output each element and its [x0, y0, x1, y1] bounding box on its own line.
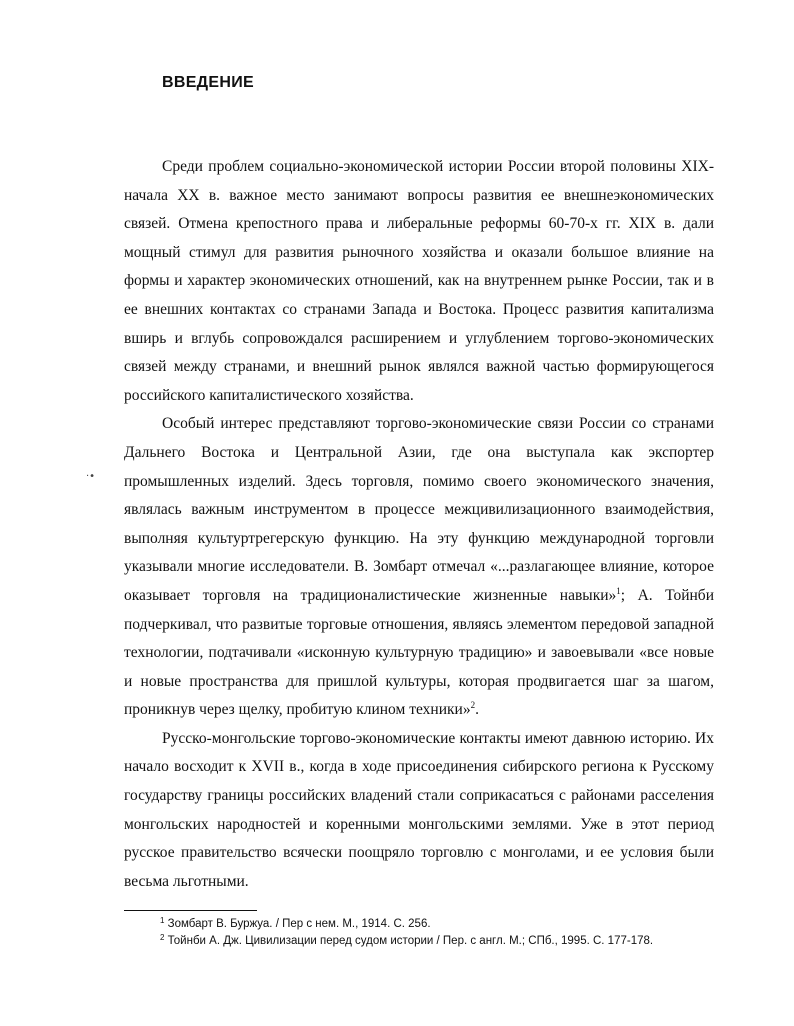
paragraph-2-part-a: Особый интерес представляют торгово-экономические связи России со странами Дальнего Востока и Центральной Азии, где она выступала как экспортер промышленных изделий. Здесь торговля, помимо своего экономического значения, являлась важным инструментом в процессе межцивилизационного взаимодействия, выполняя культуртрегерскую функцию. На эту функцию международной торговли указывали многие исследователи. В. Зомбарт отмечал «...разлагающее влияние, которое оказывает торговля на традиционалистические жизненные навыки» — [124, 415, 714, 604]
footnote-ref-1[interactable]: 1 — [616, 585, 621, 596]
footnote-divider — [124, 910, 257, 911]
body-text — [124, 153, 714, 896]
footnote-2 — [160, 933, 740, 950]
footnote-1 — [160, 916, 740, 933]
footnote-text: Зомбарт В. Буржуа. / Пер с нем. М., 1914. С. 256. — [167, 918, 431, 930]
footnote-text: Тойнби А. Дж. Цивилизации перед судом истории / Пер. с англ. М.; СПб., 1995. С. 177-178. — [167, 935, 654, 947]
paragraph-3: Русско-монгольские торгово-экономические контакты имеют давнюю историю. Их начало восходит к XVII в., когда в ходе присоединения сибирского региона к Русскому государству границы российских владений стали соприкасаться с районами расселения монгольских народностей и коренными монгольскими землями. Уже в этот период русское правительство всячески поощряло торговлю с монголами, и ее условия были весьма льготными. — [124, 729, 714, 890]
footnote-number: 2 — [160, 933, 165, 942]
footnotes — [160, 916, 740, 950]
paragraph-2-part-b: ; А. Тойнби подчеркивал, что развитые торговые отношения, являясь элементом передовой западной технологии, подтачивали «исконную культурную традицию» и завоевывали «все новые и новые пространства для пришлой культуры, которая продвигается шаг за шагом, проникнув через щелку, пробитую клином техники» — [124, 586, 714, 719]
paragraph-2-part-c: . — [475, 701, 479, 719]
margin-mark: ·• — [86, 471, 96, 482]
footnote-ref-2[interactable]: 2 — [470, 700, 476, 711]
page-title: ВВЕДЕНИЕ — [162, 74, 254, 91]
footnote-number: 1 — [160, 916, 165, 925]
paragraph-1: Среди проблем социально-экономической истории России второй половины XIX-начала XX в. важное место занимают вопросы развития ее внешнеэкономических связей. Отмена крепостного права и либеральные реформы 60-70-х гг. XIX в. дали мощный стимул для развития рыночного хозяйства и оказали большое влияние на формы и характер экономических отношений, как на внутреннем рынке России, так и в ее внешних контактах со странами Запада и Востока. Процесс развития капитализма вширь и вглубь сопровождался расширением и углублением торгово-экономических связей между странами, и внешний рынок являлся важной частью формирующегося российского капиталистического хозяйства. — [124, 158, 714, 404]
paragraph-2 — [124, 410, 714, 725]
